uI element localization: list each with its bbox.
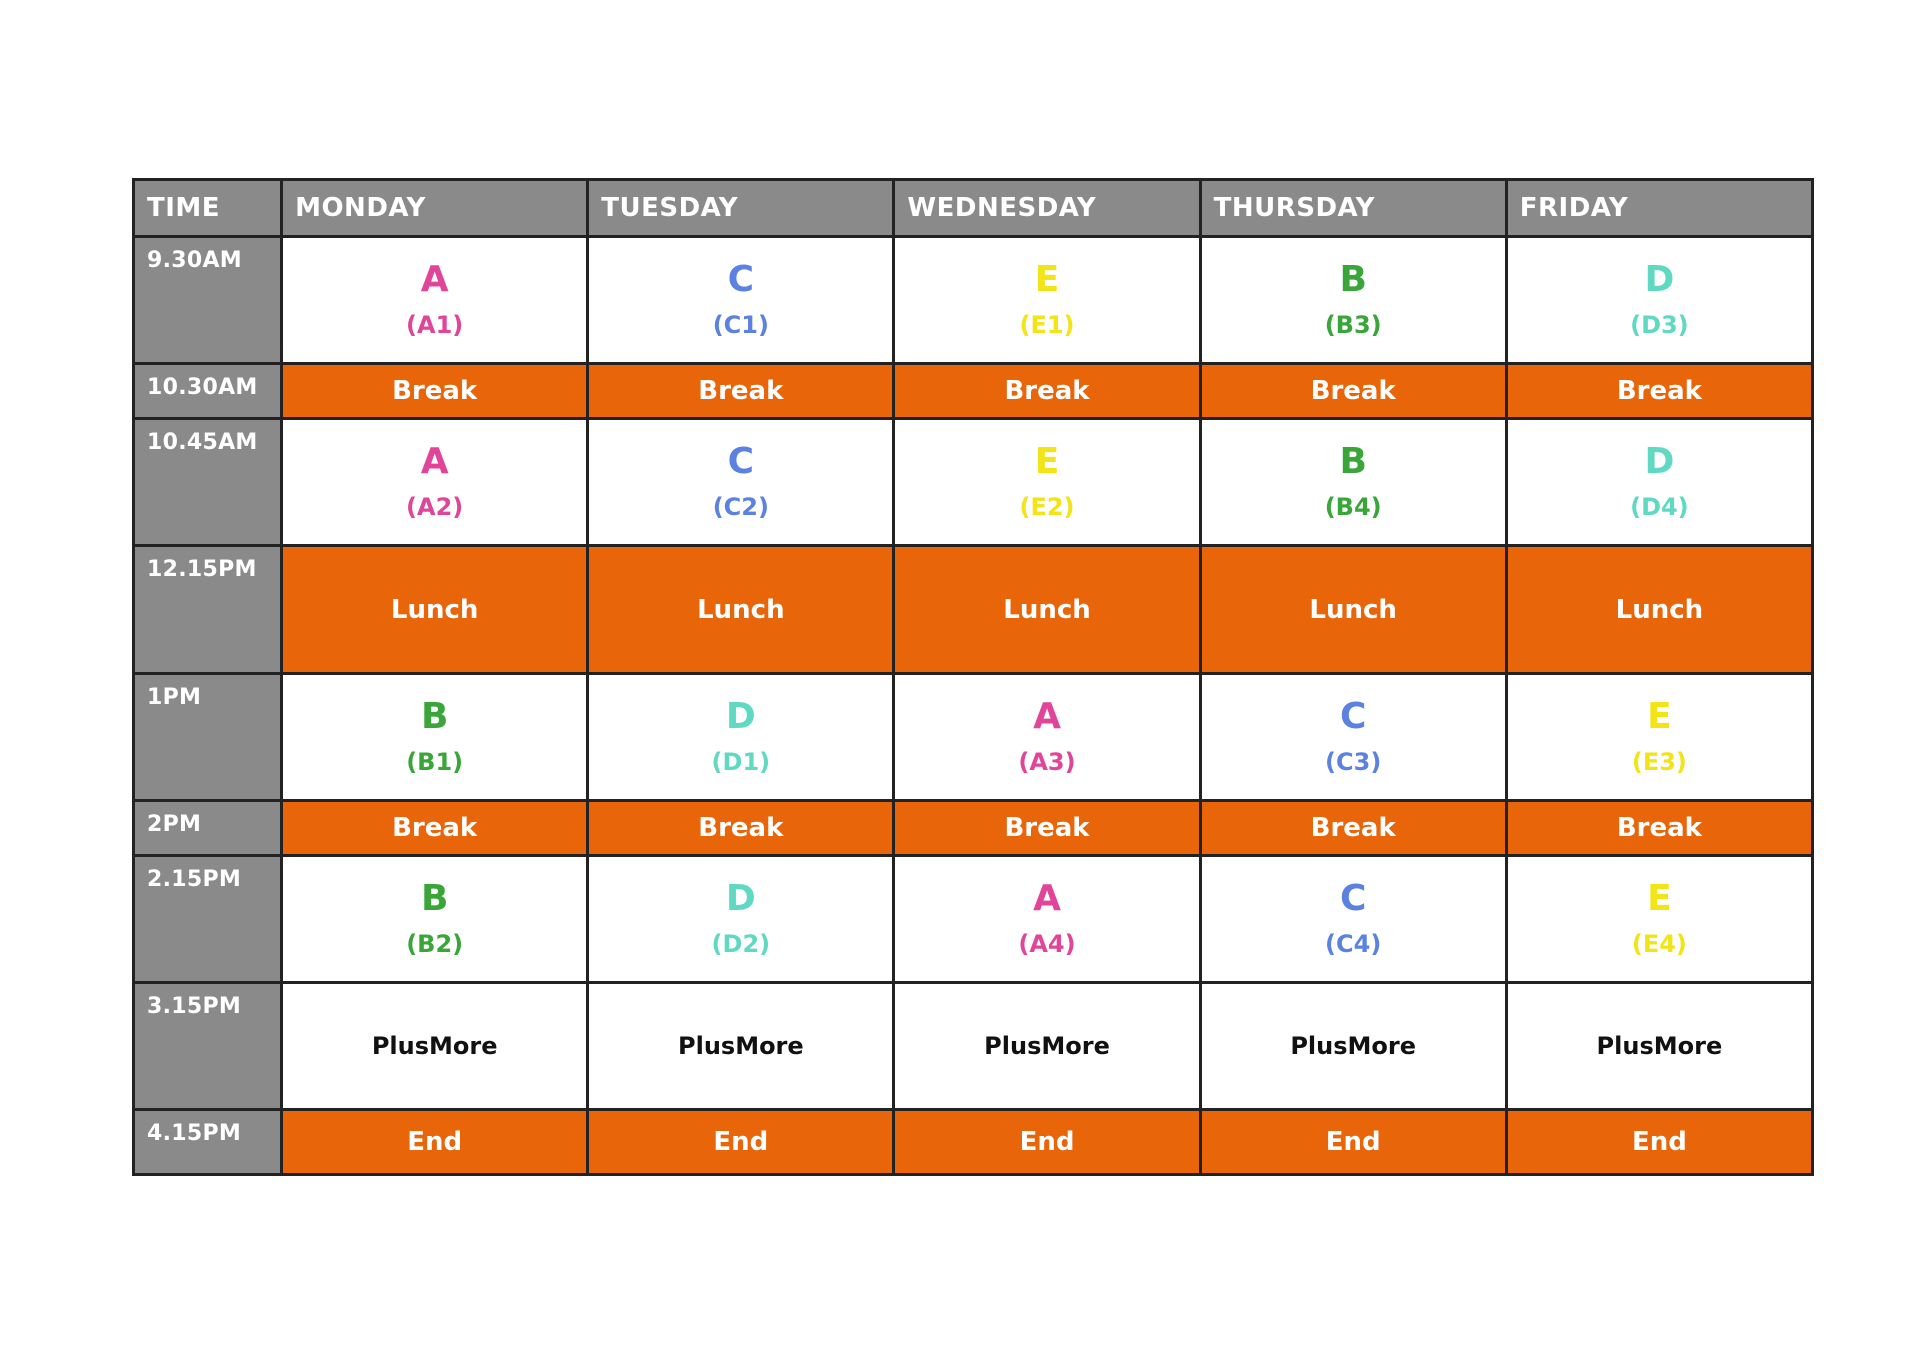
subject-letter: B	[420, 696, 449, 737]
subject-letter: E	[1034, 441, 1060, 482]
lesson-cell-thursday	[1200, 856, 1506, 983]
time-label: 1PM	[134, 674, 282, 801]
lesson-cell-friday	[1506, 856, 1812, 983]
lesson-cell-monday	[282, 674, 588, 801]
time-label: 10.45AM	[134, 419, 282, 546]
timetable-row	[134, 364, 1813, 419]
timetable-row	[134, 237, 1813, 364]
timetable-row	[134, 856, 1813, 983]
plusmore-cell-tuesday: PlusMore	[588, 983, 894, 1110]
header-time: TIME	[134, 180, 282, 237]
break-cell-wednesday: Break	[894, 801, 1200, 856]
end-cell-monday: End	[282, 1110, 588, 1175]
lesson-code: (E1)	[1019, 311, 1075, 339]
lesson-cell-wednesday	[894, 856, 1200, 983]
lesson-code: (C2)	[712, 493, 769, 521]
subject-letter: B	[1339, 441, 1367, 482]
time-label: 3.15PM	[134, 983, 282, 1110]
lesson-code: (C1)	[712, 311, 769, 339]
plusmore-cell-wednesday: PlusMore	[894, 983, 1200, 1110]
lesson-cell-friday	[1506, 674, 1812, 801]
subject-letter: C	[727, 441, 755, 482]
time-label: 4.15PM	[134, 1110, 282, 1175]
lesson-cell-wednesday	[894, 674, 1200, 801]
break-cell-tuesday: Break	[588, 801, 894, 856]
time-label: 12.15PM	[134, 546, 282, 674]
lesson-cell-wednesday	[894, 237, 1200, 364]
lesson-code: (A1)	[406, 311, 464, 339]
break-cell-friday: Break	[1506, 364, 1812, 419]
lesson-code: (D3)	[1630, 311, 1689, 339]
plusmore-cell-thursday: PlusMore	[1200, 983, 1506, 1110]
lunch-cell-friday: Lunch	[1506, 546, 1812, 674]
break-cell-wednesday: Break	[894, 364, 1200, 419]
lesson-cell-tuesday	[588, 674, 894, 801]
subject-letter: D	[1644, 259, 1675, 300]
lesson-cell-wednesday	[894, 419, 1200, 546]
lesson-code: (A3)	[1018, 748, 1076, 776]
break-cell-friday: Break	[1506, 801, 1812, 856]
subject-letter: D	[725, 878, 756, 919]
break-cell-thursday: Break	[1200, 801, 1506, 856]
subject-letter: D	[1644, 441, 1675, 482]
lesson-code: (E3)	[1631, 748, 1687, 776]
timetable-row	[134, 546, 1813, 674]
lesson-code: (B4)	[1324, 493, 1382, 521]
time-label: 10.30AM	[134, 364, 282, 419]
lesson-cell-thursday	[1200, 237, 1506, 364]
lesson-code: (E4)	[1631, 930, 1687, 958]
lesson-code: (B3)	[1324, 311, 1382, 339]
break-cell-monday: Break	[282, 364, 588, 419]
lesson-code: (B1)	[406, 748, 464, 776]
lesson-code: (A2)	[406, 493, 464, 521]
timetable-row	[134, 983, 1813, 1110]
subject-letter: C	[1339, 878, 1367, 919]
header-thursday: THURSDAY	[1200, 180, 1506, 237]
timetable-row	[134, 419, 1813, 546]
lesson-cell-monday	[282, 237, 588, 364]
lunch-cell-thursday: Lunch	[1200, 546, 1506, 674]
subject-letter: E	[1647, 878, 1672, 919]
header-monday: MONDAY	[282, 180, 588, 237]
subject-letter: D	[725, 696, 756, 737]
lesson-code: (C4)	[1325, 930, 1382, 958]
subject-letter: A	[420, 259, 449, 300]
lesson-cell-thursday	[1200, 674, 1506, 801]
header-row	[134, 180, 1813, 237]
time-label: 2.15PM	[134, 856, 282, 983]
timetable-row	[134, 674, 1813, 801]
subject-letter: C	[727, 259, 755, 300]
lesson-code: (D4)	[1630, 493, 1689, 521]
end-cell-tuesday: End	[588, 1110, 894, 1175]
lesson-code: (B2)	[406, 930, 464, 958]
lunch-cell-wednesday: Lunch	[894, 546, 1200, 674]
lesson-code: (D2)	[711, 930, 771, 958]
header-tuesday: TUESDAY	[588, 180, 894, 237]
lesson-cell-friday	[1506, 419, 1812, 546]
break-cell-monday: Break	[282, 801, 588, 856]
subject-letter: E	[1034, 259, 1060, 300]
timetable-body	[134, 237, 1813, 1175]
lesson-code: (E2)	[1019, 493, 1075, 521]
lesson-cell-thursday	[1200, 419, 1506, 546]
break-cell-thursday: Break	[1200, 364, 1506, 419]
lesson-code: (D1)	[711, 748, 771, 776]
lesson-cell-monday	[282, 419, 588, 546]
plusmore-cell-monday: PlusMore	[282, 983, 588, 1110]
lesson-code: (C3)	[1325, 748, 1382, 776]
lesson-cell-friday	[1506, 237, 1812, 364]
lunch-cell-monday: Lunch	[282, 546, 588, 674]
subject-letter: A	[420, 441, 449, 482]
subject-letter: B	[1339, 259, 1367, 300]
lesson-code: (A4)	[1018, 930, 1076, 958]
timetable-row	[134, 801, 1813, 856]
end-cell-wednesday: End	[894, 1110, 1200, 1175]
subject-letter: C	[1339, 696, 1367, 737]
subject-letter: E	[1647, 696, 1672, 737]
header-wednesday: WEDNESDAY	[894, 180, 1200, 237]
lesson-cell-tuesday	[588, 856, 894, 983]
timetable	[132, 178, 1814, 1176]
end-cell-friday: End	[1506, 1110, 1812, 1175]
header-friday: FRIDAY	[1506, 180, 1812, 237]
subject-letter: B	[420, 878, 449, 919]
break-cell-tuesday: Break	[588, 364, 894, 419]
end-cell-thursday: End	[1200, 1110, 1506, 1175]
time-label: 9.30AM	[134, 237, 282, 364]
plusmore-cell-friday: PlusMore	[1506, 983, 1812, 1110]
lesson-cell-monday	[282, 856, 588, 983]
subject-letter: A	[1033, 878, 1061, 919]
lunch-cell-tuesday: Lunch	[588, 546, 894, 674]
lesson-cell-tuesday	[588, 237, 894, 364]
lesson-cell-tuesday	[588, 419, 894, 546]
subject-letter: A	[1033, 696, 1061, 737]
time-label: 2PM	[134, 801, 282, 856]
timetable-row	[134, 1110, 1813, 1175]
